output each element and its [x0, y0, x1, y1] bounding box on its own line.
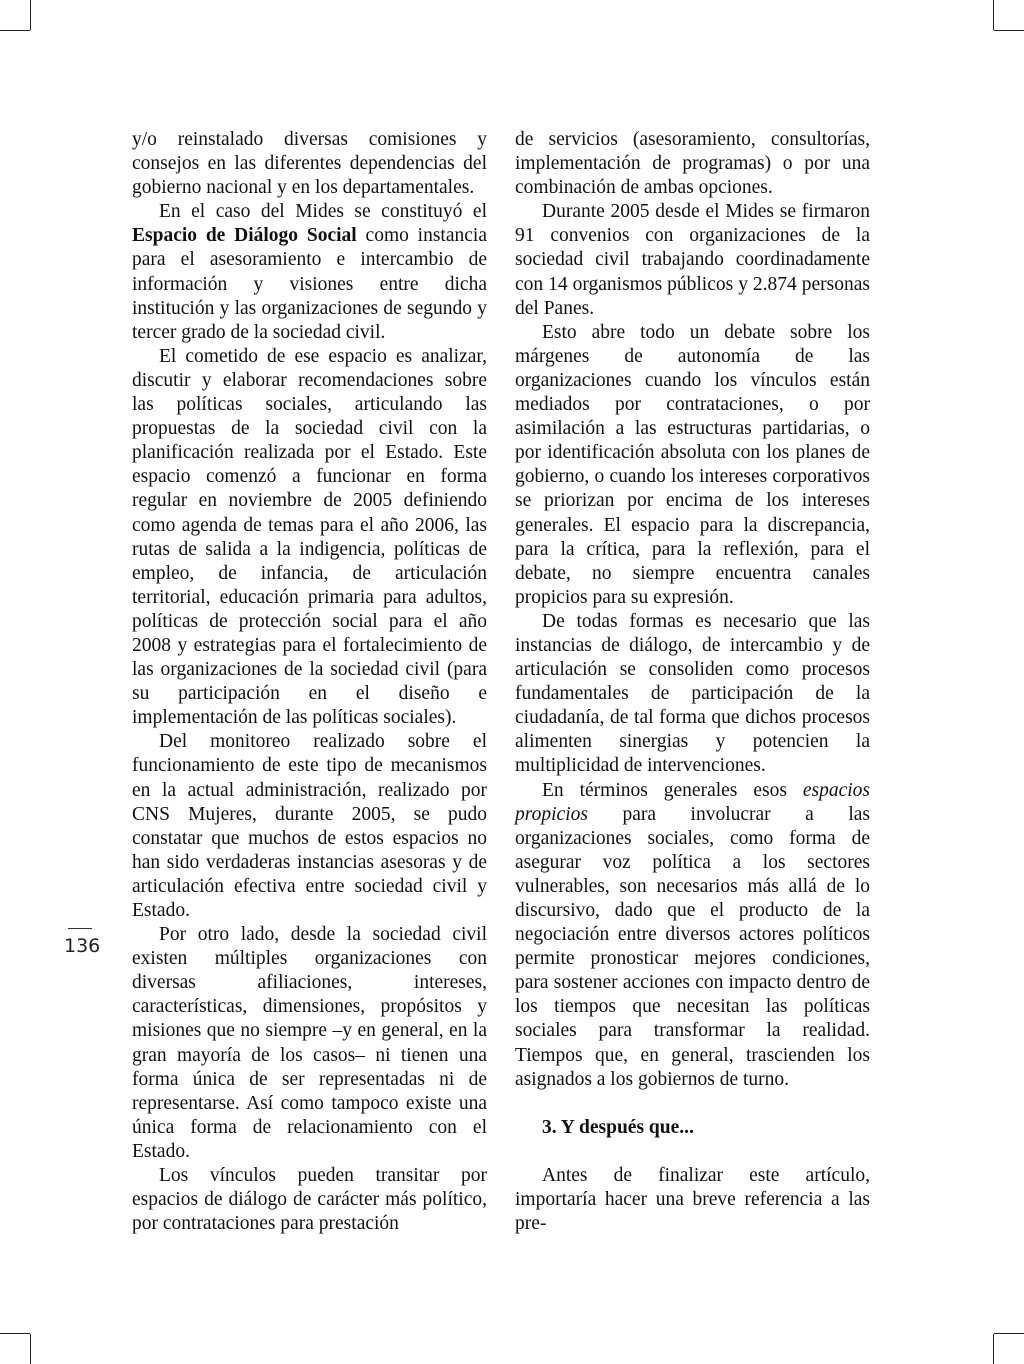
bold-term: Espacio de Diálogo Social	[132, 225, 357, 247]
paragraph	[132, 200, 487, 345]
paragraph: Esto abre todo un debate sobre los márgenes de autonomía de las organizaciones cuando los vínculos están mediados por contrataciones, o por asimilación a las estructuras partidarias, o por identificación absoluta con los planes de gobierno, o cuando los intereses corporativos se priorizan por encima de los intereses generales. El espacio para la discrepancia, para la crítica, para la reflexión, para el debate, no siempre encuentra canales propicios para su expresión.	[515, 321, 870, 608]
paragraph: Por otro lado, desde la sociedad civil existen múltiples organizaciones con diversas afiliaciones, intereses, características, dimensiones, propósitos y misiones que no siempre –y en general, en la gran mayoría de los casos– ni tienen una forma única de ser representadas ni de representarse. Así como tampoco existe una única forma de relacionamiento con el Estado.	[132, 924, 487, 1162]
crop-mark-bottom-left-v	[30, 1334, 31, 1364]
crop-mark-top-right-h	[994, 30, 1024, 31]
paragraph-text: En términos generales esos	[542, 779, 803, 801]
paragraph-text: como instancia para el asesoramiento e intercambio de información y visiones entre dicha institución y las organizaciones de segundo y tercer grado de la sociedad civil.	[132, 225, 487, 343]
paragraph-text: En el caso del Mides se constituyó el	[159, 201, 487, 223]
crop-mark-top-right-v	[993, 0, 994, 30]
italic-term: espacios propicios	[515, 779, 870, 825]
paragraph	[515, 779, 870, 1092]
section-heading: 3. Y después que...	[542, 1116, 694, 1138]
paragraph: Los vínculos pueden transitar por espacios de diálogo de carácter más político, por contrataciones para prestación	[132, 1165, 487, 1235]
crop-mark-top-left-v	[30, 0, 31, 30]
paragraph: Durante 2005 desde el Mides se firmaron 91 convenios con organizaciones de la sociedad civil trabajando coordinadamente con 14 organismos públicos y 2.874 personas del Panes.	[515, 201, 870, 319]
paragraph: y/o reinstalado diversas comisiones y consejos en las diferentes dependencias del gobierno nacional y en los departamentales.	[132, 129, 487, 199]
left-column	[132, 128, 487, 1236]
paragraph-text: para involucrar a las organizaciones sociales, como forma de asegurar voz política a los sectores vulnerables, son necesarios más allá de lo discursivo, dado que el producto de la negociación entre diversos actores políticos permite pronosticar mejores condiciones, para sostener acciones con impacto dentro de los tiempos que necesitan las políticas sociales para transformar la realidad. Tiempos que, en general, trascienden los asignados a los gobiernos de turno.	[515, 803, 870, 1090]
page-number: 136	[64, 935, 101, 957]
crop-mark-bottom-right-v	[993, 1334, 994, 1364]
crop-mark-bottom-left-h	[0, 1333, 30, 1334]
paragraph: Antes de finalizar este artículo, importaría hacer una breve referencia a las pre-	[515, 1164, 870, 1235]
crop-mark-top-left-h	[0, 30, 30, 31]
paragraph: de servicios (asesoramiento, consultorías, implementación de programas) o por una combinación de ambas opciones.	[515, 129, 870, 199]
paragraph: De todas formas es necesario que las instancias de diálogo, de intercambio y de articulación se consoliden como procesos fundamentales de participación de la ciudadanía, de tal forma que dichos procesos alimenten sinergias y potencien la multiplicidad de intervenciones.	[515, 610, 870, 777]
paragraph: Del monitoreo realizado sobre el funcionamiento de este tipo de mecanismos en la actual administración, realizado por CNS Mujeres, durante 2005, se pudo constatar que muchos de estos espacios no han sido verdaderas instancias asesoras y de articulación efectiva entre sociedad civil y Estado.	[132, 731, 487, 921]
paragraph: El cometido de ese espacio es analizar, discutir y elaborar recomendaciones sobre las políticas sociales, articulando las propuestas de la sociedad civil con la planificación realizada por el Estado. Este espacio comenzó a funcionar en forma regular en noviembre de 2005 definiendo como agenda de temas para el año 2006, las rutas de salida a la indigencia, políticas de empleo, de infancia, de articulación territorial, educación primaria para adultos, políticas de protección social para el año 2008 y estrategias para el fortalecimiento de las organizaciones de la sociedad civil (para su participación en el diseño e implementación de las políticas sociales).	[132, 345, 487, 729]
page-number-rule	[68, 928, 92, 929]
crop-mark-bottom-right-h	[994, 1333, 1024, 1334]
right-column	[515, 128, 870, 1236]
